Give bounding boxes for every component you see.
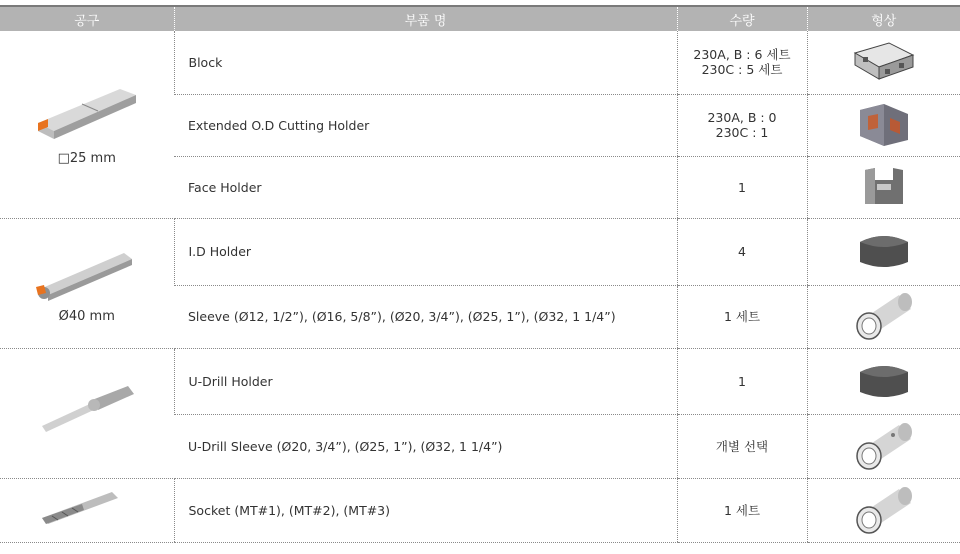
- quantity: [677, 218, 807, 285]
- quantity-line: 230A, B : 0: [707, 110, 777, 125]
- u-drill-holder-shape-icon: [854, 358, 914, 402]
- shape-cell: [807, 218, 960, 285]
- part-name: U-Drill Holder: [174, 348, 677, 414]
- table-row: [0, 348, 960, 414]
- socket-shape-icon: [849, 483, 919, 535]
- part-name: U-Drill Sleeve (Ø20, 3/4”), (Ø25, 1”), (Ø32, 1 1/4”): [174, 414, 677, 478]
- quantity: [677, 348, 807, 414]
- shape-cell: [807, 285, 960, 348]
- square-shank-tool-icon: [32, 83, 142, 145]
- tool-cell-socket: [0, 478, 174, 542]
- part-name: Socket (MT#1), (MT#2), (MT#3): [174, 478, 677, 542]
- shape-cell: [807, 31, 960, 94]
- table-row: [0, 31, 960, 94]
- quantity-line: 1: [738, 373, 746, 389]
- tool-cell-u-drill: [0, 348, 174, 478]
- round-boring-bar-icon: [32, 243, 142, 303]
- tool-cell-round-40: [0, 218, 174, 348]
- shape-cell: [807, 414, 960, 478]
- quantity-line: 개별 선택: [715, 438, 769, 454]
- part-name: I.D Holder: [174, 218, 677, 285]
- quantity: [677, 478, 807, 542]
- quantity-line: 1 세트: [723, 309, 761, 324]
- parts-table: [0, 7, 960, 543]
- sleeve-shape-icon: [849, 289, 919, 341]
- tool-label: □25 mm: [57, 150, 116, 166]
- u-drill-tool-icon: [32, 380, 142, 440]
- quantity: [677, 31, 807, 94]
- tool-cell-square-25: [0, 31, 174, 218]
- id-holder-shape-icon: [854, 228, 914, 272]
- header-shape: 형상: [807, 7, 960, 31]
- part-name: Face Holder: [174, 156, 677, 218]
- part-name: Extended O.D Cutting Holder: [174, 94, 677, 156]
- shape-cell: [807, 348, 960, 414]
- quantity-line: 1: [738, 179, 746, 195]
- quantity: [677, 285, 807, 348]
- quantity-line: 4: [738, 244, 746, 259]
- shape-cell: [807, 478, 960, 542]
- quantity: [677, 156, 807, 218]
- drill-socket-tool-icon: [32, 484, 142, 530]
- header-quantity: 수량: [677, 7, 807, 31]
- quantity-line: 230C : 1: [715, 125, 769, 140]
- quantity-line: 230A, B : 6 세트: [693, 47, 791, 63]
- table-row: [0, 218, 960, 285]
- quantity: [677, 94, 807, 156]
- extended-holder-shape-icon: [854, 100, 914, 148]
- block-shape-icon: [849, 39, 919, 83]
- part-name: Sleeve (Ø12, 1/2”), (Ø16, 5/8”), (Ø20, 3/4”), (Ø25, 1”), (Ø32, 1 1/4”): [174, 285, 677, 348]
- table-row: [0, 478, 960, 542]
- header-tool: 공구: [0, 7, 174, 31]
- quantity-line: 230C : 5 세트: [701, 62, 783, 78]
- header-part-name: 부품 명: [174, 7, 677, 31]
- part-name: Block: [174, 31, 677, 94]
- shape-cell: [807, 94, 960, 156]
- u-drill-sleeve-shape-icon: [849, 419, 919, 471]
- table-header-row: [0, 7, 960, 31]
- tool-label: Ø40 mm: [58, 308, 115, 324]
- face-holder-shape-icon: [859, 162, 909, 210]
- quantity-line: 1 세트: [723, 502, 761, 518]
- shape-cell: [807, 156, 960, 218]
- quantity: [677, 414, 807, 478]
